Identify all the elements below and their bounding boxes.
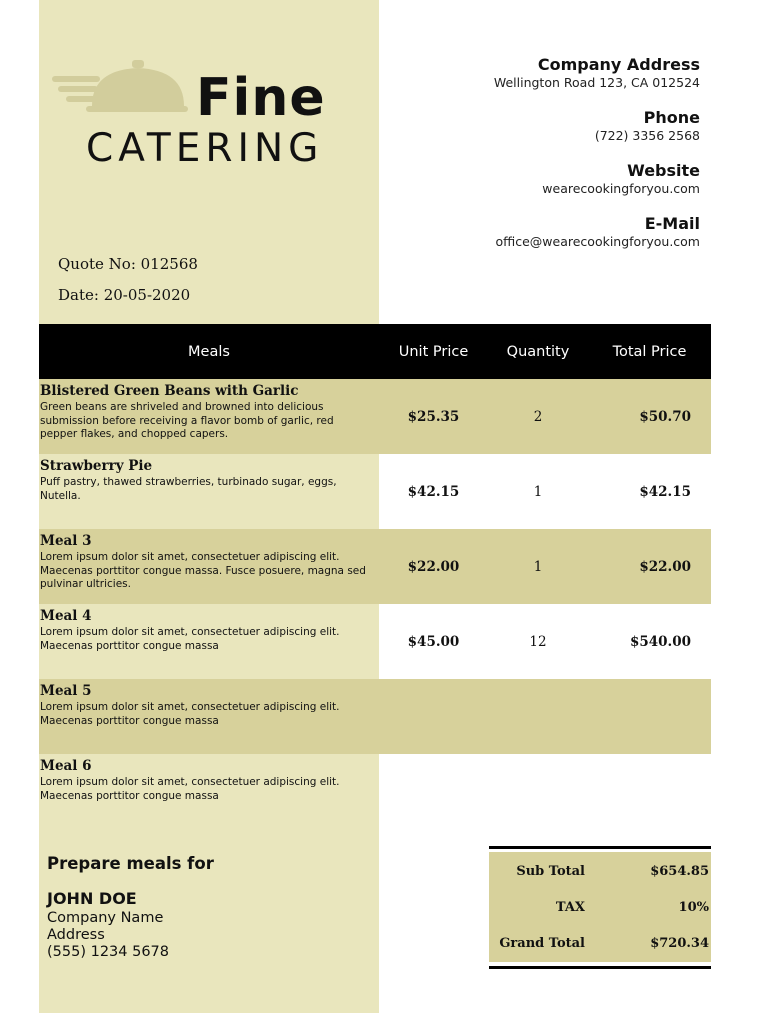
total-price-cell bbox=[588, 754, 711, 829]
unit-price-cell bbox=[379, 754, 488, 829]
total-price-cell: $22.00 bbox=[639, 558, 691, 575]
logo-wordmark-fine: Fine bbox=[196, 68, 326, 128]
meal-description: Puff pastry, thawed strawberries, turbinado sugar, eggs, Nutella. bbox=[40, 476, 337, 502]
table-row bbox=[39, 529, 711, 604]
total-price-cell bbox=[588, 679, 711, 754]
table-row bbox=[39, 454, 711, 529]
meal-description: Lorem ipsum dolor sit amet, consectetuer adipiscing elit. Maecenas porttitor congue massa bbox=[40, 626, 340, 652]
quantity-cell: 1 bbox=[533, 483, 543, 500]
subtotal-row bbox=[489, 864, 711, 884]
quantity-cell: 1 bbox=[533, 558, 543, 575]
totals-box bbox=[489, 846, 711, 971]
meal-name: Meal 3 bbox=[40, 533, 92, 549]
meal-cell bbox=[39, 529, 379, 604]
quantity-cell: 12 bbox=[529, 633, 547, 650]
phone-heading: Phone bbox=[643, 108, 700, 127]
table-row bbox=[39, 604, 711, 679]
contact-block bbox=[380, 55, 700, 267]
meal-description: Lorem ipsum dolor sit amet, consectetuer adipiscing elit. Maecenas porttitor congue massa bbox=[40, 776, 340, 802]
meal-name: Strawberry Pie bbox=[40, 458, 153, 474]
address-heading: Company Address bbox=[537, 55, 700, 74]
email-value: office@wearecookingforyou.com bbox=[495, 234, 700, 249]
company-logo bbox=[52, 58, 352, 178]
meal-cell bbox=[39, 454, 379, 529]
total-price-cell: $540.00 bbox=[629, 633, 691, 650]
subtotal-value: $654.85 bbox=[650, 864, 709, 879]
phone-value: (722) 3356 2568 bbox=[594, 128, 700, 143]
client-block bbox=[47, 854, 367, 961]
grand-total-label: Grand Total bbox=[499, 936, 585, 951]
email-heading: E-Mail bbox=[644, 214, 700, 233]
address-value: Wellington Road 123, CA 012524 bbox=[493, 75, 700, 90]
website-heading: Website bbox=[627, 161, 700, 180]
unit-price-cell: $22.00 bbox=[407, 558, 460, 575]
meal-cell bbox=[39, 679, 379, 754]
meal-name: Blistered Green Beans with Garlic bbox=[40, 383, 299, 399]
tax-row bbox=[489, 900, 711, 920]
subtotal-label: Sub Total bbox=[516, 864, 585, 879]
meal-cell bbox=[39, 379, 379, 454]
client-name: JOHN DOE bbox=[47, 889, 137, 908]
unit-price-cell bbox=[379, 679, 488, 754]
header-unit-price: Unit Price bbox=[398, 343, 469, 360]
unit-price-cell: $45.00 bbox=[407, 633, 460, 650]
meal-name: Meal 5 bbox=[40, 683, 92, 699]
quantity-cell bbox=[488, 679, 588, 754]
meal-cell bbox=[39, 604, 379, 679]
totals-body bbox=[489, 852, 711, 962]
meals-table bbox=[39, 324, 711, 829]
total-price-cell: $50.70 bbox=[639, 408, 691, 425]
tax-value: 10% bbox=[678, 900, 709, 915]
client-phone: (555) 1234 5678 bbox=[47, 944, 170, 960]
totals-bottom-rule bbox=[489, 966, 711, 969]
meal-description: Lorem ipsum dolor sit amet, consectetuer adipiscing elit. Maecenas porttitor congue massa. Fusce posuere, magna sed pulvinar ultricies. bbox=[40, 551, 366, 590]
header-quantity: Quantity bbox=[506, 343, 570, 360]
table-row bbox=[39, 754, 711, 829]
total-price-cell: $42.15 bbox=[639, 483, 691, 500]
unit-price-cell: $42.15 bbox=[407, 483, 460, 500]
grand-total-row bbox=[489, 936, 711, 956]
quantity-cell bbox=[488, 754, 588, 829]
unit-price-cell: $25.35 bbox=[407, 408, 460, 425]
client-company: Company Name bbox=[47, 910, 164, 926]
meal-description: Lorem ipsum dolor sit amet, consectetuer adipiscing elit. Maecenas porttitor congue massa bbox=[40, 701, 340, 727]
quote-date: Date: 20-05-2020 bbox=[58, 286, 191, 304]
meal-name: Meal 4 bbox=[40, 608, 92, 624]
header-total-price: Total Price bbox=[612, 343, 687, 360]
tax-label: TAX bbox=[555, 900, 585, 915]
table-header bbox=[39, 324, 711, 379]
quantity-cell: 2 bbox=[533, 408, 543, 425]
logo-wordmark-catering: CATERING bbox=[86, 126, 324, 171]
website-value: wearecookingforyou.com bbox=[542, 181, 700, 196]
client-address: Address bbox=[47, 927, 105, 943]
grand-total-value: $720.34 bbox=[650, 936, 709, 951]
meal-name: Meal 6 bbox=[40, 758, 92, 774]
quote-number: Quote No: 012568 bbox=[58, 255, 198, 273]
meal-description: Green beans are shriveled and browned into delicious submission before receiving a flavor bomb of garlic, red pepper flakes, and chopped capers. bbox=[40, 401, 334, 440]
serving-cloche-icon bbox=[52, 58, 192, 118]
table-row bbox=[39, 379, 711, 454]
table-row bbox=[39, 679, 711, 754]
meal-cell bbox=[39, 754, 379, 829]
totals-top-rule bbox=[489, 846, 711, 849]
header-meals: Meals bbox=[188, 343, 230, 360]
client-heading: Prepare meals for bbox=[47, 854, 214, 873]
